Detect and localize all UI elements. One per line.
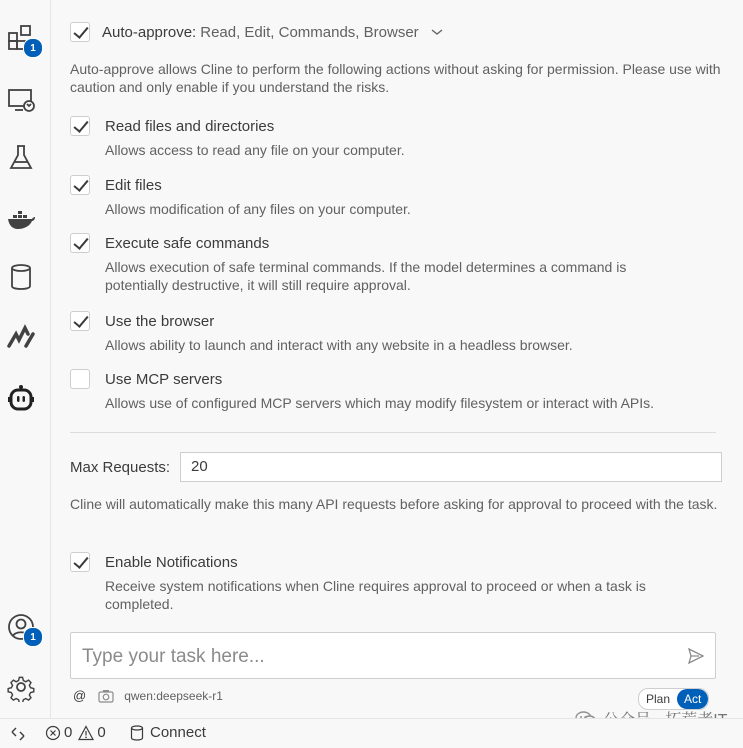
max-requests-description: Cline will automatically make this many API requests before asking for approval to proceed with the task.: [70, 496, 718, 512]
markdown-m-icon[interactable]: [5, 321, 37, 353]
error-icon: [45, 725, 61, 741]
mcp-servers-checkbox[interactable]: [70, 369, 90, 389]
auto-approve-header[interactable]: [70, 22, 443, 42]
connect-label: Connect: [150, 724, 206, 741]
option-description: Allows modification of any files on your computer.: [105, 201, 411, 217]
execute-commands-checkbox[interactable]: [70, 233, 90, 253]
option-use-browser: [70, 311, 730, 354]
auto-approve-description: Auto-approve allows Cline to perform the following actions without asking for permission. Please use with caution and only enable if you understand the risks.: [70, 61, 721, 95]
option-description: Allows use of configured MCP servers which may modify filesystem or interact with APIs.: [105, 395, 655, 411]
connect-status[interactable]: [130, 724, 206, 741]
option-read-files: [70, 116, 730, 159]
chevron-down-icon[interactable]: [431, 26, 443, 38]
database-connect-icon: [130, 725, 144, 741]
read-files-checkbox[interactable]: [70, 116, 90, 136]
remote-explorer-icon[interactable]: [5, 84, 37, 116]
remote-indicator[interactable]: [0, 719, 36, 748]
warning-count: 0: [97, 724, 106, 741]
activity-bar: [0, 0, 51, 718]
docker-icon[interactable]: [5, 203, 37, 235]
option-description: Allows ability to launch and interact with any website in a headless browser.: [105, 337, 573, 353]
chat-placeholder: Type your task here...: [82, 646, 265, 667]
option-label: Read files and directories: [105, 117, 275, 135]
extensions-icon[interactable]: [5, 22, 37, 54]
cline-settings-panel: [51, 0, 743, 718]
max-requests-label: Max Requests:: [70, 458, 171, 476]
database-icon[interactable]: [5, 261, 37, 293]
cline-robot-icon[interactable]: [5, 382, 37, 414]
option-description: Allows execution of safe terminal commands. If the model determines a command is potentially destructive, it will still require approval.: [105, 259, 627, 293]
option-label: Use MCP servers: [105, 370, 223, 388]
option-description: Allows access to read any file on your computer.: [105, 142, 405, 158]
accounts-badge: 1: [23, 627, 43, 647]
status-bar: [0, 718, 743, 748]
max-requests-input[interactable]: 20: [180, 452, 722, 482]
extensions-badge: 1: [23, 38, 43, 58]
model-selector[interactable]: qwen:deepseek-r1: [124, 688, 223, 703]
auto-approve-checkbox[interactable]: [70, 22, 90, 42]
option-label: Enable Notifications: [105, 553, 238, 571]
act-mode-button[interactable]: Act: [677, 689, 708, 709]
option-description: Receive system notifications when Cline requires approval to proceed or when a task is completed.: [105, 578, 646, 612]
auto-approve-values: Read, Edit, Commands, Browser: [200, 23, 419, 41]
send-icon[interactable]: [687, 647, 705, 665]
divider: [70, 432, 716, 433]
plan-mode-button[interactable]: Plan: [646, 692, 671, 706]
max-requests-row: [70, 452, 722, 482]
camera-icon[interactable]: [98, 689, 114, 703]
option-label: Use the browser: [105, 312, 215, 330]
problems-indicator[interactable]: [45, 724, 112, 741]
notifications-checkbox[interactable]: [70, 552, 90, 572]
auto-approve-title: Auto-approve:: [102, 23, 197, 41]
option-label: Execute safe commands: [105, 234, 270, 252]
option-notifications: [70, 552, 730, 613]
option-execute-commands: [70, 233, 730, 294]
mention-at-button[interactable]: @: [73, 688, 87, 703]
option-mcp-servers: [70, 369, 730, 412]
option-edit-files: [70, 175, 730, 218]
accounts-icon[interactable]: [5, 611, 37, 643]
chat-input[interactable]: [70, 632, 716, 679]
warning-icon: [78, 725, 94, 741]
use-browser-checkbox[interactable]: [70, 311, 90, 331]
remote-icon: [10, 726, 26, 742]
chat-toolbar: [73, 688, 223, 703]
testing-flask-icon[interactable]: [5, 142, 37, 174]
edit-files-checkbox[interactable]: [70, 175, 90, 195]
error-count: 0: [64, 724, 73, 741]
option-label: Edit files: [105, 176, 162, 194]
settings-gear-icon[interactable]: [5, 671, 37, 703]
